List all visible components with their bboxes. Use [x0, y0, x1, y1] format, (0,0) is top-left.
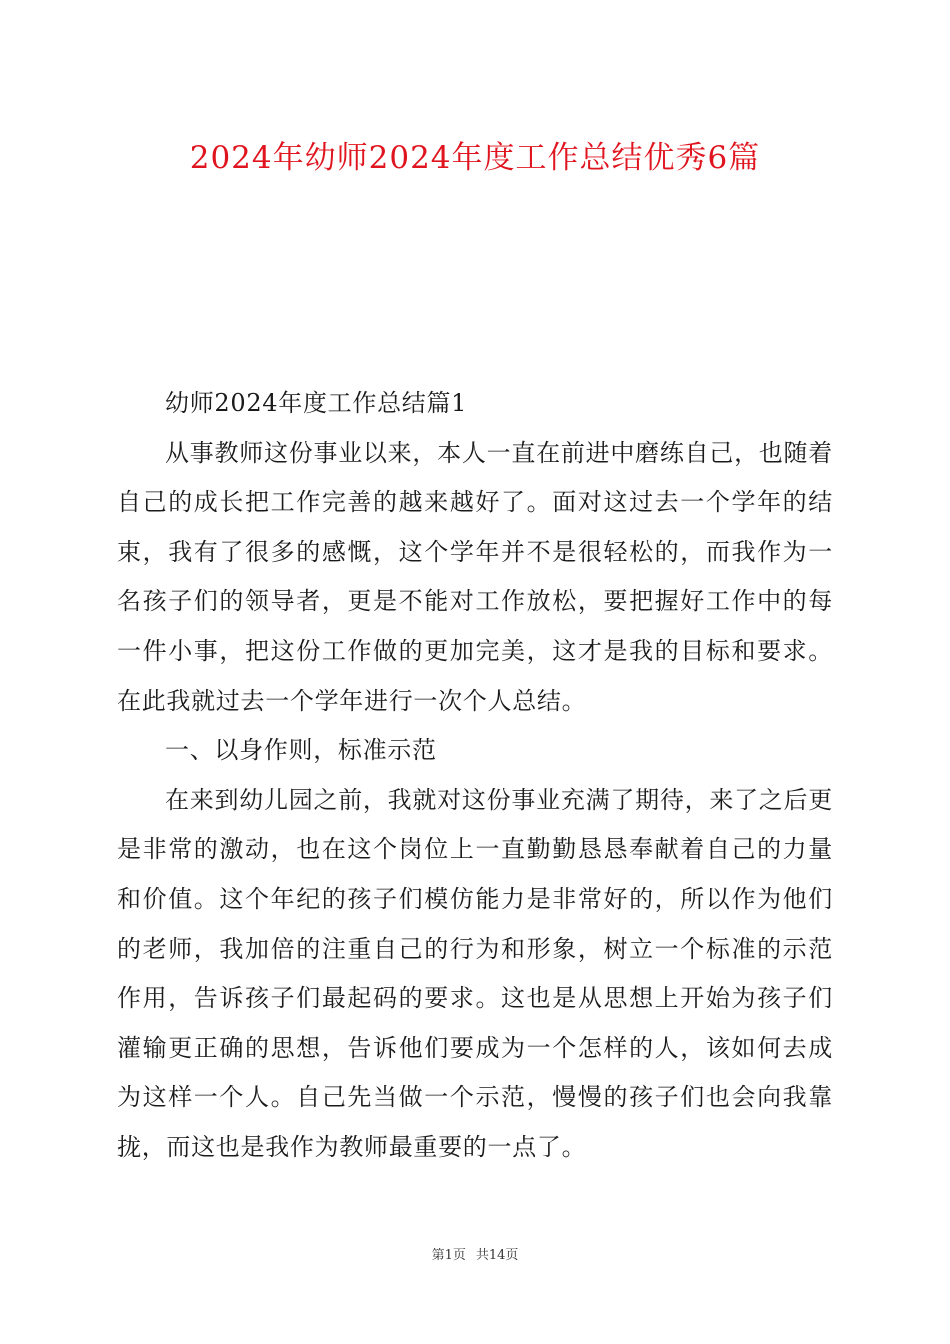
page-total: 共14页: [475, 1248, 519, 1263]
section-heading: 幼师2024年度工作总结篇1: [165, 389, 468, 417]
subsection-heading: 一、以身作则，标准示范: [165, 736, 437, 765]
page-footer: [0, 1244, 950, 1263]
document-title: 2024年幼师2024年度工作总结优秀6篇: [189, 140, 761, 176]
paragraph: 在来到幼儿园之前，我就对这份事业充满了期待，来了之后更是非常的激动，也在这个岗位上一直勤勤恳恳奉献着自己的力量和价值。这个年纪的孩子们模仿能力是非常好的，所以作为他们的老师，我加倍的注重自己的行为和形象，树立一个标准的示范作用，告诉孩子们最起码的要求。这也是从思想上开始为孩子们灌输更正确的思想，告诉他们要成为一个怎样的人，该如何去成为这样一个人。自己先当做一个示范，慢慢的孩子们也会向我靠拢，而这也是我作为教师最重要的一点了。: [117, 785, 833, 1161]
document-body: [117, 379, 833, 1173]
paragraph: 从事教师这份事业以来，本人一直在前进中磨练自己，也随着自己的成长把工作完善的越来越好了。面对这过去一个学年的结束，我有了很多的感慨，这个学年并不是很轻松的，而我作为一名孩子们的领导者，更是不能对工作放松，要把握好工作中的每一件小事，把这份工作做的更加完美，这才是我的目标和要求。在此我就过去一个学年进行一次个人总结。: [117, 438, 833, 715]
page-number: 第1页: [431, 1248, 466, 1263]
